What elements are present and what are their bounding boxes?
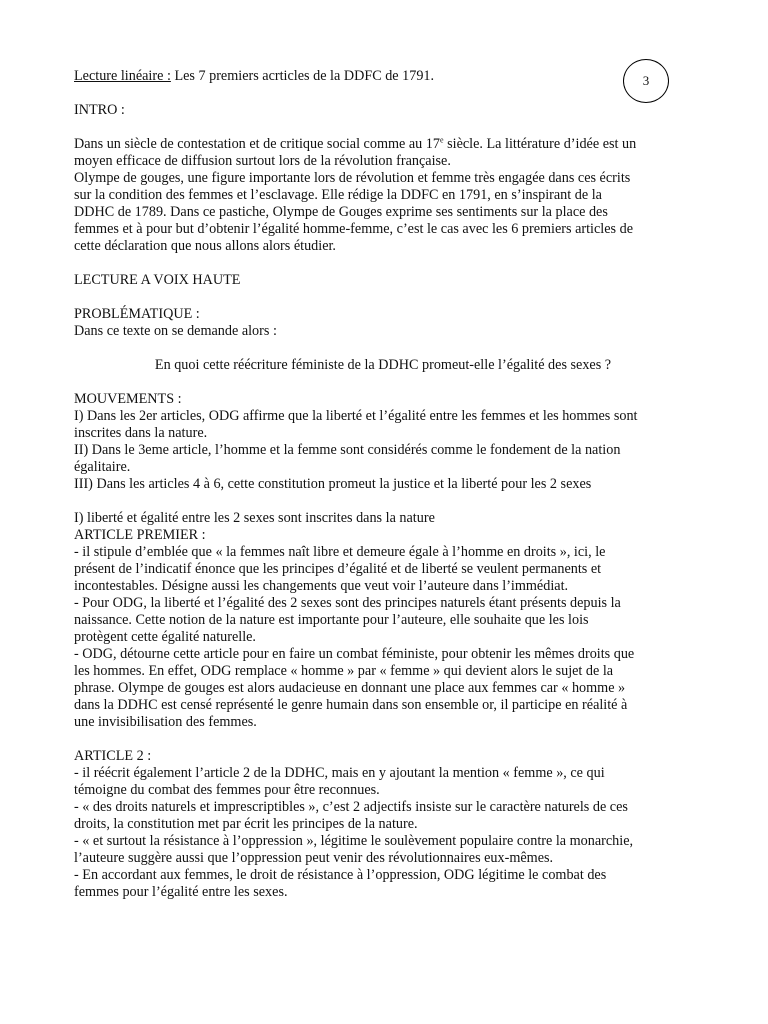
title-text: Les 7 premiers acrticles de la DDFC de 1791.	[170, 68, 435, 84]
article2-line: - « des droits naturels et imprescriptibles », c’est 2 adjectifs insiste sur le caractère naturels de ces	[74, 799, 628, 815]
lecture-heading: LECTURE A VOIX HAUTE	[74, 272, 241, 288]
intro-line: femmes et à pour but d’obtenir l’égalité homme-femme, c’est le cas avec les 6 premiers articles de	[74, 221, 633, 237]
part1-line: une invisibilisation des femmes.	[74, 714, 257, 730]
document-title	[74, 68, 692, 85]
mouvement-line: égalitaire.	[74, 459, 131, 475]
mouvements-heading: MOUVEMENTS :	[74, 391, 182, 407]
mouvement-line: inscrites dans la nature.	[74, 425, 208, 441]
part1-line: I) liberté et égalité entre les 2 sexes sont inscrites dans la nature	[74, 510, 435, 526]
intro-line: Olympe de gouges, une figure importante lors de révolution et femme très engagée dans ces écrits	[74, 170, 631, 186]
part1-line: - il stipule d’emblée que « la femmes naît libre et demeure égale à l’homme en droits », ici, le	[74, 544, 606, 560]
article2-line: - En accordant aux femmes, le droit de résistance à l’oppression, ODG légitime le combat des	[74, 867, 607, 883]
intro-line: cette déclaration que nous allons alors étudier.	[74, 238, 336, 254]
part1-line: ARTICLE PREMIER :	[74, 527, 206, 543]
intro-line1-end: siècle. La littérature d’idée est un	[443, 136, 637, 152]
mouvement-line: I) Dans les 2er articles, ODG affirme que la liberté et l’égalité entre les femmes et les hommes sont	[74, 408, 638, 424]
article2-line: l’auteure suggère aussi que l’oppression peut venir des révolutionnaires eux-mêmes.	[74, 850, 554, 866]
mouvement-line: II) Dans le 3eme article, l’homme et la femme sont considérés comme le fondement de la nation	[74, 442, 621, 458]
page-number: 3	[642, 73, 650, 88]
part1-line: dans la DDHC est censé représenté le genre humain dans son ensemble or, il participe en réalité à	[74, 697, 628, 713]
part1-line: - Pour ODG, la liberté et l’égalité des 2 sexes sont des principes naturels étant présents depuis la	[74, 595, 621, 611]
article2-line: - il réécrit également l’article 2 de la DDHC, mais en y ajoutant la mention « femme », ce qui	[74, 765, 605, 781]
article2-line: femmes pour l’égalité entre les sexes.	[74, 884, 288, 900]
intro-line1-sup: e	[440, 135, 444, 145]
mouvement-line: III) Dans les articles 4 à 6, cette constitution promeut la justice et la liberté pour les 2 sexes	[74, 476, 592, 492]
intro-line: moyen efficace de diffusion surtout lors de la révolution française.	[74, 153, 451, 169]
intro-heading: INTRO :	[74, 102, 125, 118]
document-body	[74, 68, 692, 901]
part1-line: protègent cette égalité naturelle.	[74, 629, 256, 645]
title-label: Lecture linéaire :	[74, 68, 171, 84]
part1-line: naissance. Cette notion de la nature est importante pour l’auteure, elle souhaite que les lois	[74, 612, 589, 628]
part1-line: présent de l’indicatif énonce que les principes d’égalité et de liberté se veulent permanents et	[74, 561, 602, 577]
problematique-question: En quoi cette réécriture féministe de la DDHC promeut-elle l’égalité des sexes ?	[154, 357, 612, 373]
problematique-heading: PROBLÉMATIQUE :	[74, 306, 200, 322]
article2-line: ARTICLE 2 :	[74, 748, 152, 764]
part1-line: phrase. Olympe de gouges est alors audacieuse en donnant une place aux femmes car « homme »	[74, 680, 626, 696]
part1-line: - ODG, détourne cette article pour en faire un combat féministe, pour obtenir les mêmes droits que	[74, 646, 635, 662]
article2-line: droits, la constitution met par écrit les principes de la nature.	[74, 816, 418, 832]
intro-line	[74, 136, 692, 153]
part1-line: incontestables. Désigne aussi les changements que veut voir l’auteure dans l’immédiat.	[74, 578, 569, 594]
article2-line: - « et surtout la résistance à l’oppression », légitime le soulèvement populaire contre la monarchie,	[74, 833, 634, 849]
part1-line: les hommes. En effet, ODG remplace « homme » par « femme » qui devient alors le sujet de la	[74, 663, 614, 679]
intro-line: sur la condition des femmes et l’esclavage. Elle rédige la DDFC en 1791, en s’inspirant de la	[74, 187, 602, 203]
problematique-intro: Dans ce texte on se demande alors :	[74, 323, 277, 339]
article2-line: témoigne du combat des femmes pour être reconnues.	[74, 782, 380, 798]
intro-line: DDHC de 1789. Dans ce pastiche, Olympe de Gouges exprime ses sentiments sur la place des	[74, 204, 608, 220]
intro-line1-start: Dans un siècle de contestation et de critique social comme au 17	[74, 136, 440, 152]
